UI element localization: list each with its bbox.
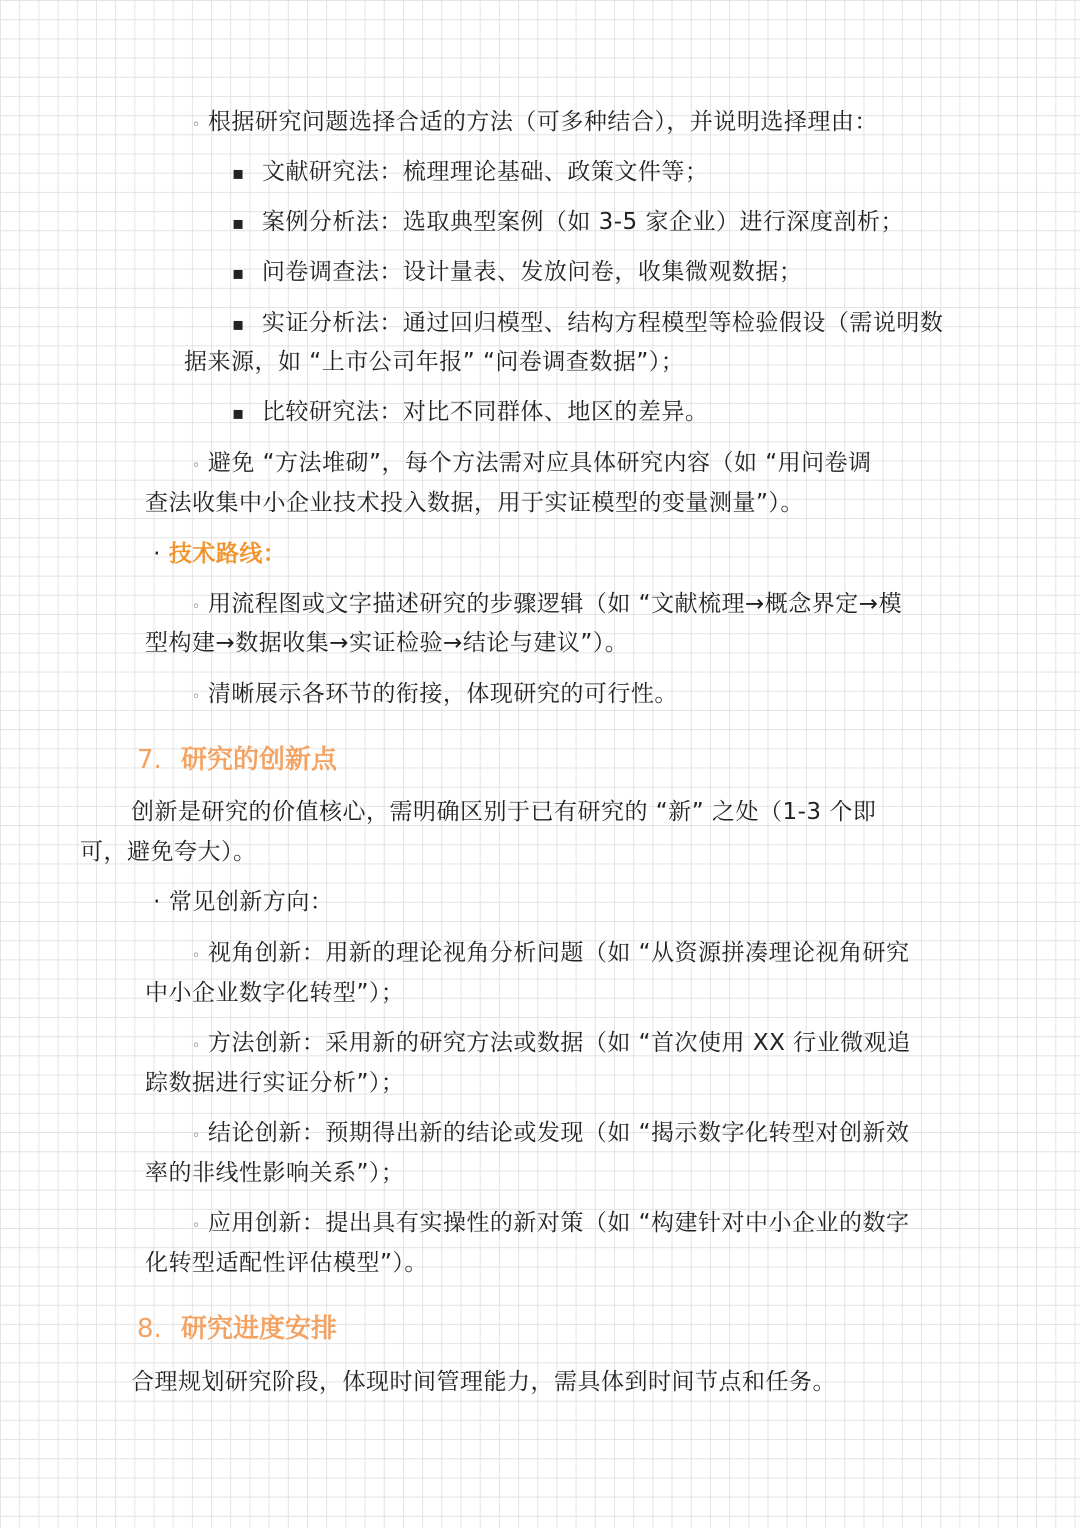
bullet-technical-route xyxy=(153,539,286,569)
text-application: 应用创新：提出具有实操性的新对策（如 “构建针对中小企业的数字 xyxy=(207,1210,910,1236)
text-application-cont: 化转型适配性评估模型”）。 xyxy=(145,1250,428,1276)
bullet-conclusion xyxy=(192,1118,910,1151)
dot-bullet-icon: · xyxy=(153,541,161,567)
circle-bullet-icon: ◦ xyxy=(192,1218,201,1234)
circle-bullet-icon: ◦ xyxy=(192,1128,201,1144)
dot-bullet-icon: · xyxy=(153,889,161,915)
bullet-method-innovation xyxy=(192,1028,911,1061)
text-method-case: 案例分析法：选取典型案例（如 3-5 家企业）进行深度剖析； xyxy=(261,209,905,235)
section-7-heading xyxy=(137,743,337,777)
text-conclusion-cont: 率的非线性影响关系”）； xyxy=(145,1160,405,1186)
method-empirical xyxy=(232,308,943,340)
square-bullet-icon: ▪ xyxy=(232,163,245,184)
section-7-number: 7. xyxy=(137,745,162,775)
text-innovation-intro-cont: 可，避免夸大）。 xyxy=(80,839,257,865)
section-7-title: 研究的创新点 xyxy=(181,745,338,775)
square-bullet-icon: ▪ xyxy=(232,263,245,284)
method-literature xyxy=(232,157,708,189)
circle-bullet-icon: ◦ xyxy=(192,458,201,474)
text-flowchart-cont: 型构建→数据收集→实证检验→结论与建议”）。 xyxy=(145,630,629,656)
section-8-title: 研究进度安排 xyxy=(181,1314,338,1344)
text-feasibility: 清晰展示各环节的衔接，体现研究的可行性。 xyxy=(207,681,678,707)
text-method-comparative: 比较研究法：对比不同群体、地区的差异。 xyxy=(261,399,709,425)
circle-bullet-icon: ◦ xyxy=(192,948,201,964)
text-method-empirical: 实证分析法：通过回归模型、结构方程模型等检验假设（需说明数 xyxy=(261,310,944,336)
text-flowchart: 用流程图或文字描述研究的步骤逻辑（如 “文献梳理→概念界定→模 xyxy=(207,591,903,617)
square-bullet-icon: ▪ xyxy=(232,403,245,424)
text-method-literature: 文献研究法：梳理理论基础、政策文件等； xyxy=(261,159,709,185)
method-case xyxy=(232,207,904,239)
bullet-flowchart xyxy=(192,589,902,622)
text-innovation-intro: 创新是研究的价值核心，需明确区别于已有研究的 “新” 之处（1-3 个即 xyxy=(131,799,877,825)
text-perspective: 视角创新：用新的理论视角分析问题（如 “从资源拼凑理论视角研究 xyxy=(207,940,910,966)
text-method-selection: 根据研究问题选择合适的方法（可多种结合），并说明选择理由： xyxy=(207,109,878,135)
text-innovation-directions: 常见创新方向： xyxy=(168,889,334,915)
text-technical-route: 技术路线： xyxy=(168,541,287,567)
text-method-survey: 问卷调查法：设计量表、发放问卷，收集微观数据； xyxy=(261,259,803,285)
bullet-avoid-stacking xyxy=(192,448,872,481)
bullet-innovation-directions xyxy=(153,887,333,917)
text-conclusion: 结论创新：预期得出新的结论或发现（如 “揭示数字化转型对创新效 xyxy=(207,1120,910,1146)
text-method-innovation-cont: 踪数据进行实证分析”）； xyxy=(145,1070,405,1096)
method-survey xyxy=(232,257,802,289)
section-8-number: 8. xyxy=(137,1314,162,1344)
circle-bullet-icon: ◦ xyxy=(192,599,201,615)
bullet-perspective xyxy=(192,938,910,971)
circle-bullet-icon: ◦ xyxy=(192,117,201,133)
text-method-innovation: 方法创新：采用新的研究方法或数据（如 “首次使用 XX 行业微观追 xyxy=(207,1030,911,1056)
text-avoid-stacking: 避免 “方法堆砌”，每个方法需对应具体研究内容（如 “用问卷调 xyxy=(207,450,872,476)
bullet-application xyxy=(192,1208,910,1241)
bullet-method-selection xyxy=(192,107,878,140)
square-bullet-icon: ▪ xyxy=(232,213,245,234)
text-method-empirical-cont: 据来源，如 “上市公司年报” “问卷调查数据”）； xyxy=(184,349,685,375)
text-perspective-cont: 中小企业数字化转型”）； xyxy=(145,980,405,1006)
section-8-heading xyxy=(137,1312,337,1346)
circle-bullet-icon: ◦ xyxy=(192,689,201,705)
circle-bullet-icon: ◦ xyxy=(192,1038,201,1054)
square-bullet-icon: ▪ xyxy=(232,314,245,335)
text-avoid-stacking-cont: 查法收集中小企业技术投入数据，用于实证模型的变量测量”）。 xyxy=(145,490,804,516)
text-schedule-intro: 合理规划研究阶段，体现时间管理能力，需具体到时间节点和任务。 xyxy=(131,1369,836,1395)
method-comparative xyxy=(232,397,708,429)
bullet-feasibility xyxy=(192,679,678,712)
